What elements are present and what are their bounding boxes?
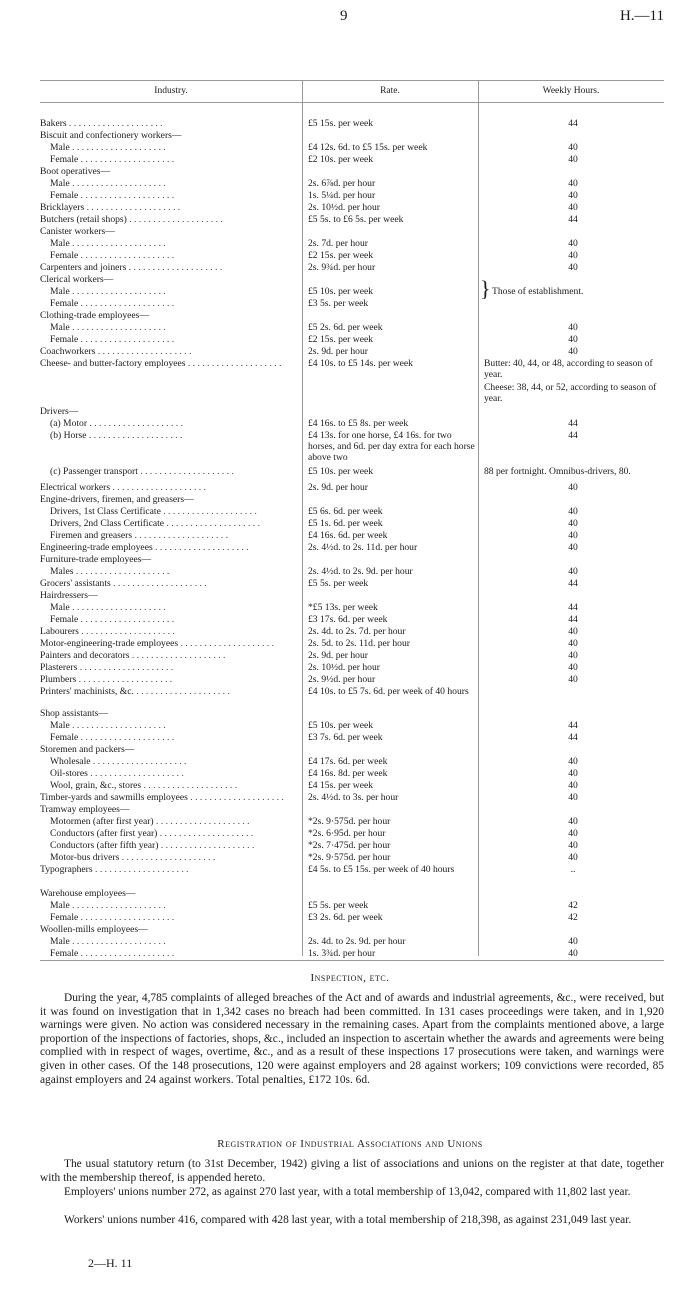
table-row bbox=[40, 708, 664, 720]
rate-cell: £4 10s. to £5 7s. 6d. per week of 40 hours bbox=[308, 686, 469, 697]
industry-cell: Male . . bbox=[40, 142, 312, 154]
table-row bbox=[40, 226, 664, 238]
industry-cell: Conductors (after first year) . . bbox=[40, 828, 312, 840]
rate-cell: *2s. 6·95d. per hour bbox=[308, 828, 386, 839]
industry-cell: Female . . bbox=[40, 614, 312, 626]
industry-cell: Female . . bbox=[40, 190, 312, 202]
table-row bbox=[40, 202, 664, 214]
table-row bbox=[40, 804, 664, 816]
table-row bbox=[40, 142, 664, 154]
industry-cell: Biscuit and confectionery workers— bbox=[40, 130, 182, 141]
hours-cell: Cheese: 38, 44, or 52, according to season of year. bbox=[484, 382, 657, 404]
table-row bbox=[40, 418, 664, 430]
rate-cell: £4 12s. 6d. to £5 15s. per week bbox=[308, 142, 428, 153]
industry-cell: Engine-drivers, firemen, and greasers— bbox=[40, 494, 194, 505]
table-row bbox=[40, 756, 664, 768]
hours-cell: 40 bbox=[568, 852, 578, 863]
clerical-hours: Those of establishment. bbox=[492, 286, 584, 297]
table-row bbox=[40, 780, 664, 792]
rate-cell: £4 16s. 8d. per week bbox=[308, 768, 388, 779]
hours-cell: 42 bbox=[568, 912, 578, 923]
table-row bbox=[40, 334, 664, 346]
rate-cell: £4 15s. per week bbox=[308, 780, 374, 791]
rate-cell: £5 15s. per week bbox=[308, 118, 374, 129]
rate-cell: £3 17s. 6d. per week bbox=[308, 614, 388, 625]
hours-cell: 40 bbox=[568, 626, 578, 637]
registration-heading: Registration of Industrial Associations and Unions bbox=[217, 1138, 483, 1150]
rate-cell: 2s. 4½d. to 3s. per hour bbox=[308, 792, 399, 803]
rate-cell: £4 13s. for one horse, £4 16s. for two horses, and 6d. per day extra for each horse above two bbox=[308, 430, 475, 463]
rate-cell: £5 5s. per week bbox=[308, 900, 369, 911]
industry-cell: Plumbers . . bbox=[40, 674, 302, 686]
rate-cell: 2s. 10½d. per hour bbox=[308, 202, 380, 213]
table-row bbox=[40, 686, 664, 708]
hours-cell: 40 bbox=[568, 674, 578, 685]
rate-cell: £4 5s. to £5 15s. per week of 40 hours bbox=[308, 864, 455, 875]
rate-cell: 2s. 9d. per hour bbox=[308, 482, 368, 493]
industry-cell: Storemen and packers— bbox=[40, 744, 135, 755]
hours-cell: 40 bbox=[568, 518, 578, 529]
industry-cell: Cheese- and butter-factory employees . . bbox=[40, 358, 302, 370]
industry-cell: Female . . bbox=[40, 732, 312, 744]
hours-cell: 40 bbox=[568, 948, 578, 959]
table-row bbox=[40, 840, 664, 852]
table-row bbox=[40, 888, 664, 900]
hours-cell: 40 bbox=[568, 650, 578, 661]
rate-cell: £5 10s. per week bbox=[308, 286, 374, 297]
rate-cell: £5 6s. 6d. per week bbox=[308, 506, 383, 517]
hours-cell: 44 bbox=[568, 578, 578, 589]
hours-cell: 40 bbox=[568, 250, 578, 261]
industry-cell: Grocers' assistants . . bbox=[40, 578, 302, 590]
industry-cell: Male . . bbox=[40, 322, 312, 334]
hours-cell: 40 bbox=[568, 142, 578, 153]
table-row bbox=[40, 744, 664, 756]
hours-cell: 40 bbox=[568, 238, 578, 249]
table-row bbox=[40, 590, 664, 602]
industry-cell: Clothing-trade employees— bbox=[40, 310, 149, 321]
rate-cell: £4 17s. 6d. per week bbox=[308, 756, 388, 767]
header-rate: Rate. bbox=[380, 86, 400, 96]
industry-cell: Engineering-trade employees . . bbox=[40, 542, 302, 554]
industry-cell: Drivers— bbox=[40, 406, 79, 417]
hours-cell: 40 bbox=[568, 262, 578, 273]
rate-cell: £3 2s. 6d. per week bbox=[308, 912, 383, 923]
hours-cell: 40 bbox=[568, 154, 578, 165]
hours-cell: 40 bbox=[568, 482, 578, 493]
hours-cell: 88 per fortnight. Omnibus-drivers, 80. bbox=[484, 466, 631, 477]
rate-cell: 2s. 10½d. per hour bbox=[308, 662, 380, 673]
table-row bbox=[40, 274, 664, 286]
table-row bbox=[40, 578, 664, 590]
rate-cell: *2s. 9·575d. per hour bbox=[308, 816, 391, 827]
rate-cell: £2 15s. per week bbox=[308, 250, 374, 261]
rate-cell: 2s. 5d. to 2s. 11d. per hour bbox=[308, 638, 410, 649]
table-row bbox=[40, 924, 664, 936]
hours-cell: 40 bbox=[568, 936, 578, 947]
industry-cell: Timber-yards and sawmills employees . . bbox=[40, 792, 302, 804]
hours-cell: 44 bbox=[568, 430, 578, 441]
table-row bbox=[40, 178, 664, 190]
industry-cell: Male . . bbox=[40, 238, 312, 250]
industry-cell: Electrical workers . . bbox=[40, 482, 302, 494]
industry-cell: Wool, grain, &c., stores . . bbox=[40, 780, 312, 792]
table-row bbox=[40, 214, 664, 226]
table-row bbox=[40, 626, 664, 638]
industry-cell: Male . . bbox=[40, 286, 312, 298]
industry-cell: Motor-bus drivers . . bbox=[40, 852, 312, 864]
rate-cell: £3 7s. 6d. per week bbox=[308, 732, 383, 743]
rate-cell: £5 10s. per week bbox=[308, 720, 374, 731]
table-row bbox=[40, 936, 664, 948]
table-row bbox=[40, 732, 664, 744]
industry-cell: Carpenters and joiners . . bbox=[40, 262, 302, 274]
hours-cell: 40 bbox=[568, 178, 578, 189]
hours-cell: 40 bbox=[568, 202, 578, 213]
rate-cell: 2s. 9¾d. per hour bbox=[308, 262, 376, 273]
table-row bbox=[40, 250, 664, 262]
table-row bbox=[40, 466, 664, 482]
table-row bbox=[40, 542, 664, 554]
hours-cell: .. bbox=[570, 864, 576, 875]
industry-cell: Male . . bbox=[40, 720, 312, 732]
industry-cell: Males . . bbox=[40, 566, 312, 578]
hours-cell: 40 bbox=[568, 530, 578, 541]
table-row bbox=[40, 298, 664, 310]
rate-cell: £2 15s. per week bbox=[308, 334, 374, 345]
industry-cell: Typographers . . bbox=[40, 864, 302, 876]
table-row bbox=[40, 614, 664, 626]
inspection-heading: Inspection, etc. bbox=[310, 972, 390, 984]
industry-cell: Plasterers . . bbox=[40, 662, 302, 674]
industry-cell: Firemen and greasers . . bbox=[40, 530, 312, 542]
industry-cell: Drivers, 1st Class Certificate . . bbox=[40, 506, 312, 518]
industry-cell: Woollen-mills employees— bbox=[40, 924, 148, 935]
industry-cell: Printers' machinists, &c. . . bbox=[40, 686, 302, 698]
industry-cell: Boot operatives— bbox=[40, 166, 111, 177]
header-hours: Weekly Hours. bbox=[542, 86, 600, 96]
rate-cell: 2s. 6⅞d. per hour bbox=[308, 178, 376, 189]
hours-cell: 40 bbox=[568, 334, 578, 345]
hours-cell: 40 bbox=[568, 756, 578, 767]
rate-cell: £3 5s. per week bbox=[308, 298, 369, 309]
rate-cell: 2s. 9d. per hour bbox=[308, 650, 368, 661]
rate-cell: 2s. 9d. per hour bbox=[308, 346, 368, 357]
hours-cell: 40 bbox=[568, 506, 578, 517]
table-row bbox=[40, 482, 664, 494]
table-row bbox=[40, 166, 664, 178]
hours-cell: 40 bbox=[568, 840, 578, 851]
hours-cell: 40 bbox=[568, 638, 578, 649]
industry-cell: Male . . bbox=[40, 602, 312, 614]
industry-cell: Bakers . . bbox=[40, 118, 302, 130]
table-row bbox=[40, 816, 664, 828]
industry-cell: Coachworkers . . bbox=[40, 346, 302, 358]
registration-p2: Employers' unions number 272, as against 270 last year, with a total membership of 13,042, compared with 11,802 last year. bbox=[64, 1186, 631, 1198]
table-row bbox=[40, 768, 664, 780]
rate-cell: 2s. 4½d. to 2s. 11d. per hour bbox=[308, 542, 418, 553]
table-row bbox=[40, 638, 664, 650]
industry-cell: Hairdressers— bbox=[40, 590, 98, 601]
hours-cell: 40 bbox=[568, 792, 578, 803]
industry-cell: Female . . bbox=[40, 298, 312, 310]
table-row bbox=[40, 602, 664, 614]
hours-cell: 40 bbox=[568, 662, 578, 673]
hours-cell: 44 bbox=[568, 118, 578, 129]
industry-cell: Bricklayers . . bbox=[40, 202, 302, 214]
industry-cell: Tramway employees— bbox=[40, 804, 130, 815]
hours-cell: 44 bbox=[568, 214, 578, 225]
industry-cell: Warehouse employees— bbox=[40, 888, 136, 899]
table-row bbox=[40, 912, 664, 924]
registration-p3: Workers' unions number 416, compared with 428 last year, with a total membership of 218,398, as against 231,049 last year. bbox=[64, 1214, 632, 1226]
table-row bbox=[40, 118, 664, 130]
industry-cell: Female . . bbox=[40, 154, 312, 166]
clerical-brace: } bbox=[480, 276, 491, 301]
industry-cell: Canister workers— bbox=[40, 226, 115, 237]
table-row bbox=[40, 720, 664, 732]
table-row bbox=[40, 358, 664, 382]
table-row bbox=[40, 530, 664, 542]
rate-cell: £4 16s. 6d. per week bbox=[308, 530, 388, 541]
rate-cell: £5 2s. 6d. per week bbox=[308, 322, 383, 333]
hours-cell: 40 bbox=[568, 322, 578, 333]
hours-cell: 40 bbox=[568, 780, 578, 791]
hours-cell: 44 bbox=[568, 732, 578, 743]
rate-cell: 2s. 4d. to 2s. 9d. per hour bbox=[308, 936, 406, 947]
table-row bbox=[40, 346, 664, 358]
hours-cell: 44 bbox=[568, 614, 578, 625]
table-row bbox=[40, 864, 664, 888]
table-row bbox=[40, 948, 664, 960]
hours-cell: 40 bbox=[568, 768, 578, 779]
table-row bbox=[40, 650, 664, 662]
header-industry: Industry. bbox=[154, 86, 188, 96]
table-row bbox=[40, 154, 664, 166]
industry-cell: Furniture-trade employees— bbox=[40, 554, 152, 565]
hours-cell: 42 bbox=[568, 900, 578, 911]
industry-cell: Male . . bbox=[40, 936, 312, 948]
hours-cell: 40 bbox=[568, 346, 578, 357]
table-row bbox=[40, 322, 664, 334]
rate-cell: £5 10s. per week bbox=[308, 466, 374, 477]
hours-cell: 44 bbox=[568, 602, 578, 613]
hours-cell: 44 bbox=[568, 418, 578, 429]
rate-cell: 2s. 4d. to 2s. 7d. per hour bbox=[308, 626, 406, 637]
industry-cell: Painters and decorators . . bbox=[40, 650, 302, 662]
hours-cell: 40 bbox=[568, 816, 578, 827]
rate-cell: £5 1s. 6d. per week bbox=[308, 518, 383, 529]
table-row bbox=[40, 792, 664, 804]
hours-cell: 44 bbox=[568, 720, 578, 731]
table-row bbox=[40, 900, 664, 912]
table-row bbox=[40, 852, 664, 864]
industry-cell: Drivers, 2nd Class Certificate . . bbox=[40, 518, 312, 530]
table-row bbox=[40, 262, 664, 274]
industry-cell: Female . . bbox=[40, 948, 312, 960]
industry-cell: Male . . bbox=[40, 900, 312, 912]
table-row bbox=[40, 554, 664, 566]
registration-p1: The usual statutory return (to 31st December, 1942) giving a list of associations and unions on the register at that date, together with the membership thereof, is appended hereto. bbox=[40, 1158, 664, 1184]
rate-cell: 1s. 5¼d. per hour bbox=[308, 190, 376, 201]
table-row bbox=[40, 406, 664, 418]
table-row bbox=[40, 674, 664, 686]
table-row bbox=[40, 566, 664, 578]
rate-cell: 2s. 7d. per hour bbox=[308, 238, 368, 249]
hours-cell: Butter: 40, 44, or 48, according to season of year. bbox=[484, 358, 653, 380]
industry-cell: (a) Motor . . bbox=[40, 418, 312, 430]
industry-cell: Clerical workers— bbox=[40, 274, 114, 285]
rate-cell: 2s. 9½d. per hour bbox=[308, 674, 376, 685]
industry-cell: Female . . bbox=[40, 250, 312, 262]
industry-cell: Female . . bbox=[40, 912, 312, 924]
rate-cell: £5 5s. per week bbox=[308, 578, 369, 589]
industry-cell: Female . . bbox=[40, 334, 312, 346]
industry-cell: Conductors (after fifth year) . . bbox=[40, 840, 312, 852]
table-row bbox=[40, 662, 664, 674]
industry-cell: Male . . bbox=[40, 178, 312, 190]
hours-cell: 40 bbox=[568, 566, 578, 577]
rate-cell: *2s. 7·475d. per hour bbox=[308, 840, 391, 851]
industry-cell: Motormen (after first year) . . bbox=[40, 816, 312, 828]
industry-cell: Labourers . . bbox=[40, 626, 302, 638]
hours-cell: 40 bbox=[568, 542, 578, 553]
page-code: H.—11 bbox=[619, 8, 664, 24]
industry-cell: (b) Horse . . bbox=[40, 430, 312, 442]
inspection-text: During the year, 4,785 complaints of alleged breaches of the Act and of awards and industrial agreements, &c., were received, but it was found on investigation that in 1,342 cases no breach had been committed. In 131 cases proceedings were taken, and in 1,920 warnings were given. No action was considered necessary in the remaining cases. Apart from the complaints mentioned above, a large proportion of the inspections of factories, shops, &c., included an inspection to ascertain whether the awards and agreements were being complied with in respect of wages, overtime, &c., and as a result of these inspections 17 prosecutions were taken, and warnings were given in other cases. Of the 148 prosecutions, 120 were against employers and 28 against workers; 109 convictions were recorded, 85 against employers and 24 against workers. Total penalties, £172 10s. 6d. bbox=[40, 992, 664, 1086]
rate-cell: £4 10s. to £5 14s. per week bbox=[308, 358, 413, 369]
industry-cell: Oil-stores . . bbox=[40, 768, 312, 780]
table-row bbox=[40, 494, 664, 506]
industry-cell: (c) Passenger transport . . bbox=[40, 466, 312, 478]
rate-cell: 1s. 3¾d. per hour bbox=[308, 948, 376, 959]
table-row bbox=[40, 506, 664, 518]
rate-cell: *£5 13s. per week bbox=[308, 602, 378, 613]
rate-cell: £4 16s. to £5 8s. per week bbox=[308, 418, 409, 429]
table-row bbox=[40, 430, 664, 466]
rate-cell: 2s. 4½d. to 2s. 9d. per hour bbox=[308, 566, 413, 577]
industry-cell: Butchers (retail shops) . . bbox=[40, 214, 302, 226]
hours-cell: 40 bbox=[568, 190, 578, 201]
page-number: 9 bbox=[340, 8, 348, 24]
table-row bbox=[40, 190, 664, 202]
rate-cell: £2 10s. per week bbox=[308, 154, 374, 165]
table-row bbox=[40, 382, 664, 406]
rate-cell: *2s. 9·575d. per hour bbox=[308, 852, 391, 863]
table-row bbox=[40, 310, 664, 322]
industry-cell: Wholesale . . bbox=[40, 756, 312, 768]
table-row bbox=[40, 518, 664, 530]
hours-cell: 40 bbox=[568, 828, 578, 839]
industry-cell: Motor-engineering-trade employees . . bbox=[40, 638, 302, 650]
table-row bbox=[40, 238, 664, 250]
table-row bbox=[40, 130, 664, 142]
rate-cell: £5 5s. to £6 5s. per week bbox=[308, 214, 404, 225]
footer-code: 2—H. 11 bbox=[88, 1256, 133, 1270]
industry-cell: Shop assistants— bbox=[40, 708, 108, 719]
table-row bbox=[40, 828, 664, 840]
